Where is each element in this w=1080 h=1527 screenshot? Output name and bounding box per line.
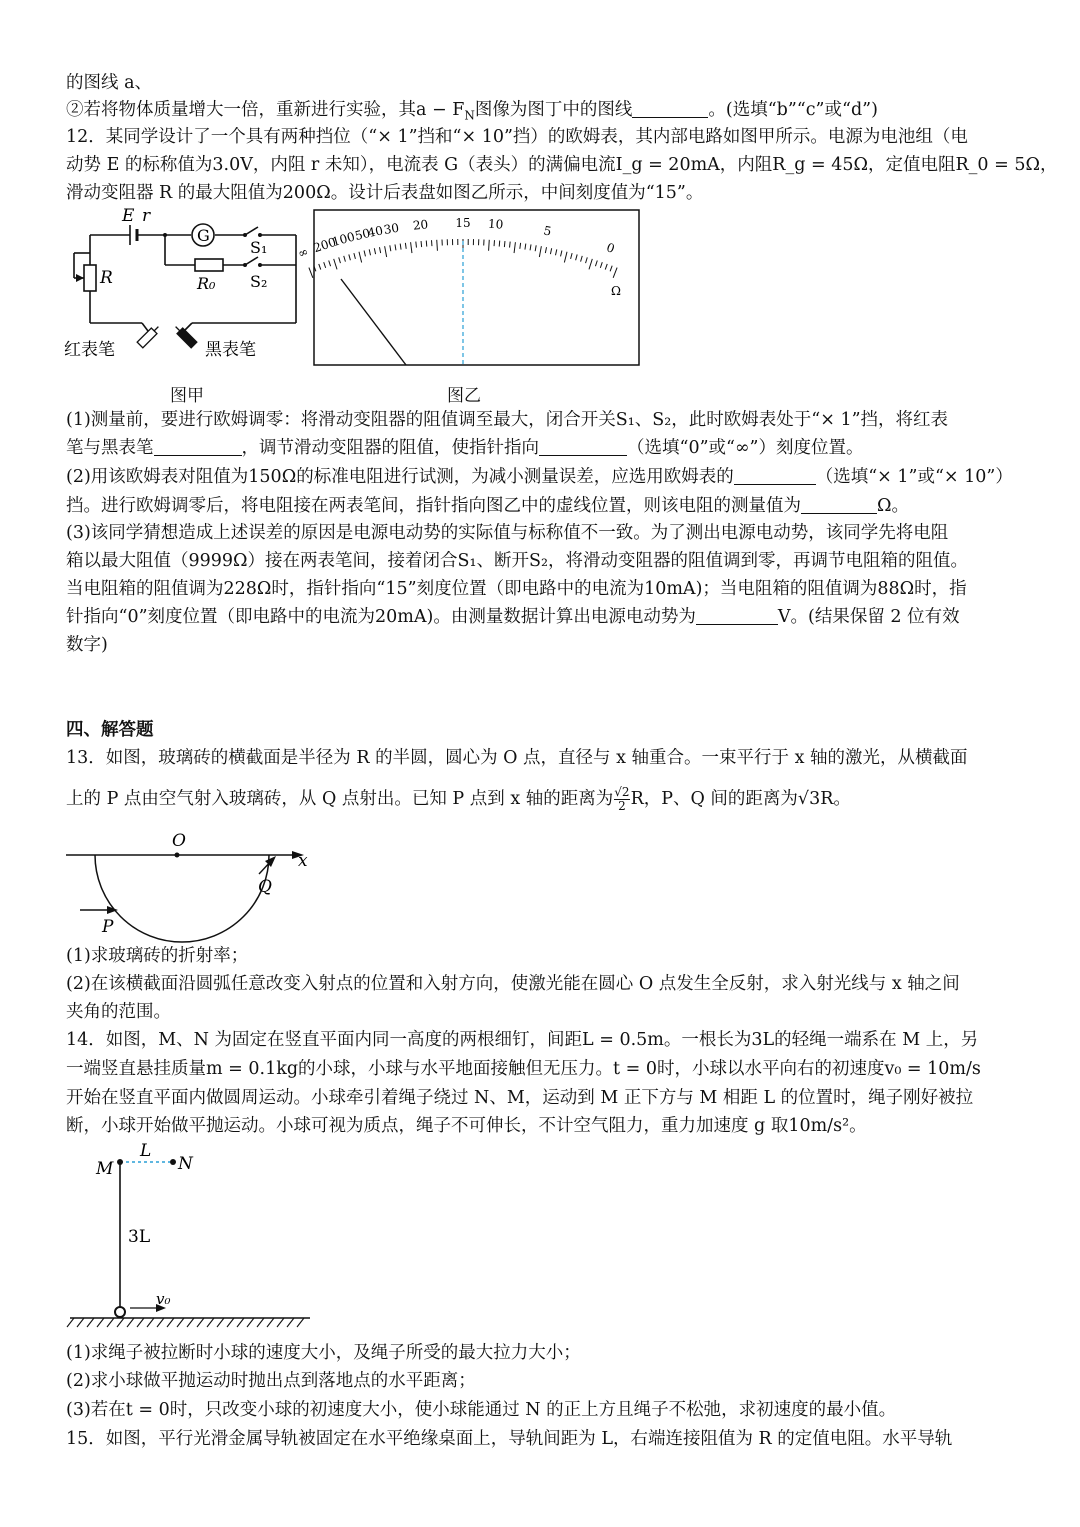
dial-tick-label: 100 (330, 229, 357, 250)
text-line: 断，小球开始做平抛运动。小球可视为质点，绳子不可伸长，不计空气阻力，重力加速度 g 取10m/s²。 (66, 1116, 867, 1136)
dial-unit: Ω (611, 284, 621, 298)
text-line: 针指向“0”刻度位置（即电路中的电流为20mA)。由测量数据计算出电源电动势为 V。(结果保留 2 位有效 (66, 607, 960, 627)
ground-hatch (257, 1318, 264, 1327)
label-R: R (100, 268, 113, 288)
answer-blank[interactable] (539, 437, 627, 456)
dial-tick-label: 40 (366, 223, 385, 241)
black-probe-icon (173, 324, 197, 348)
question-12-part1: (1)测量前，要进行欧姆调零：将滑动变阻器的阻值调至最大，闭合开关S₁、S₂，此时欧姆表处于“× 1”挡，将红表 (66, 410, 949, 430)
text-line: 挡。进行欧姆调零后，将电阻接在两表笔间，指针指向图乙中的虚线位置，则该电阻的测量值为 Ω。 (66, 496, 910, 516)
dial-tick-label: 200 (311, 234, 338, 256)
text-line: 箱以最大阻值（9999Ω）接在两表笔间，接着闭合S₁、断开S₂，将滑动变阻器的阻值调到零，再调节电阻箱的阻值。 (66, 551, 969, 571)
label-x: x (298, 851, 308, 871)
question-12-part3: (3)该同学猜想造成上述误差的原因是电源电动势的实际值与标称值不一致。为了测出电源电动势，该同学先将电阻 (66, 523, 949, 543)
ground-hatch (267, 1318, 274, 1327)
ground-hatch (77, 1318, 84, 1327)
text-line: 数字) (66, 635, 108, 655)
text-line: 笔与黑表笔 ，调节滑动变阻器的阻值，使指针指向 （选填“0”或“∞”）刻度位置。 (66, 438, 864, 458)
question-12-stem: 12．某同学设计了一个具有两种挡位（“× 1”挡和“× 10”挡）的欧姆表，其内部电路如图甲所示。电源为电池组（电 (66, 127, 968, 147)
ground-hatch (87, 1318, 94, 1327)
text-line: 滑动变阻器 R 的最大阻值为200Ω。设计后表盘如图乙所示，中间刻度值为“15”。 (66, 183, 704, 203)
text-line: 开始在竖直平面内做圆周运动。小球牵引着绳子绕过 N、M，运动到 M 正下方与 M 相距 L 的位置时，绳子刚好被拉 (66, 1088, 974, 1108)
dial-tick-label: 0 (604, 240, 617, 256)
ground-hatch (287, 1318, 294, 1327)
ground-hatch (67, 1318, 74, 1327)
answer-blank[interactable] (632, 99, 708, 118)
text-line: 当电阻箱的阻值调为228Ω时，指针指向“15”刻度位置（即电路中的电流为10mA)；当电阻箱的阻值调为88Ω时，指 (66, 579, 967, 599)
ground-hatch (217, 1318, 224, 1327)
label-E: E (122, 206, 135, 226)
question-13-part1: (1)求玻璃砖的折射率； (66, 946, 249, 966)
label-S2: S₂ (250, 272, 268, 291)
label-N: N (178, 1154, 193, 1174)
label-Q: Q (258, 877, 272, 897)
dial-tick (510, 242, 511, 248)
answer-blank[interactable] (801, 495, 877, 514)
dial-tick (416, 242, 417, 248)
ground-hatch (167, 1318, 174, 1327)
dial-tick (499, 241, 500, 247)
ohmmeter-dial (295, 209, 640, 367)
label-red-probe: 红表笔 (64, 340, 115, 360)
ground-hatch (227, 1318, 234, 1327)
ground-hatch (277, 1318, 284, 1327)
label-P: P (102, 917, 114, 937)
question-14-part3: (3)若在t = 0时，只改变小球的初速度大小，使小球能通过 N 的正上方且绳子不松弛，求初速度的最小值。 (66, 1400, 897, 1420)
ground-hatch (247, 1318, 254, 1327)
dial-tick-label: 15 (455, 216, 471, 230)
label-G: G (197, 226, 210, 245)
glass-semicircle-figure (60, 830, 320, 938)
text-line: 动势 E 的标称值为3.0V，内阻 r 未知），电流表 G（表头）的满偏电流I_g = 20mA，内阻R_g = 45Ω，定值电阻R_0 = 5Ω， (66, 155, 1058, 175)
label-r: r (142, 206, 151, 226)
dial-tick-label: 10 (487, 216, 504, 232)
ground-hatch (127, 1318, 134, 1327)
ground-hatch (207, 1318, 214, 1327)
ground-hatch (177, 1318, 184, 1327)
ground-hatch (137, 1318, 144, 1327)
text-line: 夹角的范围。 (66, 1002, 171, 1022)
answer-blank[interactable] (734, 466, 816, 485)
ground-hatch (117, 1318, 124, 1327)
ground-hatch (147, 1318, 154, 1327)
question-12-part2: (2)用该欧姆表对阻值为150Ω的标准电阻进行试测，为减小测量误差，应选用欧姆表的 （选填“× 1”或“× 10”） (66, 467, 1013, 487)
red-probe-icon (137, 324, 161, 348)
ground-hatch (187, 1318, 194, 1327)
text-line: 上的 P 点由空气射入玻璃砖，从 Q 点射出。已知 P 点到 x 轴的距离为 $\frac{√2}{2}$ R，P、Q 间的距离为√3R。 (66, 785, 851, 813)
ground-hatch (157, 1318, 164, 1327)
ground-hatch (237, 1318, 244, 1327)
dial-tick (489, 240, 490, 251)
section-heading: 四、解答题 (66, 720, 154, 740)
ground-hatch (297, 1318, 304, 1327)
circuit-diagram (60, 205, 310, 365)
answer-blank[interactable] (154, 437, 242, 456)
dial-tick (421, 241, 422, 247)
label-3L: 3L (128, 1227, 151, 1247)
label-L: L (140, 1141, 152, 1161)
question-13-part2: (2)在该横截面沿圆弧任意改变入射点的位置和入射方向，使激光能在圆心 O 点发生全反射，求入射光线与 x 轴之间 (66, 974, 960, 994)
dial-tick-label: ∞ (295, 244, 311, 261)
label-black-probe: 黑表笔 (205, 340, 256, 360)
dial-tick-label: 5 (542, 223, 553, 239)
dial-tick-label: 20 (412, 217, 429, 233)
label-v0: v₀ (156, 1290, 171, 1308)
text-line: 一端竖直悬挂质量m = 0.1kg的小球，小球与水平地面接触但无压力。t = 0时，小球以水平向右的初速度v₀ = 10m/s (66, 1059, 981, 1079)
rope-pendulum-figure (60, 1138, 320, 1338)
question-14-stem: 14．如图，M、N 为固定在竖直平面内同一高度的两根细钉，间距L = 0.5m。一根长为3L的轻绳一端系在 M 上，另 (66, 1030, 979, 1050)
dial-tick (504, 241, 505, 247)
dial-tick (437, 240, 438, 251)
dial-tick (426, 241, 427, 247)
caption-figure-yi: 图乙 (447, 386, 481, 406)
ground-hatch (197, 1318, 204, 1327)
label-M: M (96, 1159, 114, 1179)
label-S1: S₁ (250, 238, 268, 257)
text-line: 的图线 a、 (66, 73, 152, 93)
dial-tick-label: 50 (353, 225, 372, 244)
ground-hatch (97, 1318, 104, 1327)
ground-hatch (107, 1318, 114, 1327)
question-14-part1: (1)求绳子被拉断时小球的速度大小，及绳子所受的最大拉力大小； (66, 1343, 581, 1363)
answer-blank[interactable] (696, 606, 778, 625)
caption-figure-jia: 图甲 (170, 386, 204, 406)
label-O: O (172, 831, 186, 851)
text-line: ②若将物体质量增大一倍，重新进行实验，其$a - F_N$图像为图丁中的图线 。(选填“b”“c”或“d”) (66, 100, 878, 123)
question-14-part2: (2)求小球做平抛运动时抛出点到落地点的水平距离； (66, 1371, 476, 1391)
question-15-stem: 15．如图，平行光滑金属导轨被固定在水平绝缘桌面上，导轨间距为 L，右端连接阻值为 R 的定值电阻。水平导轨 (66, 1429, 953, 1449)
label-R0: R₀ (197, 274, 216, 293)
dial-tick-label: 30 (382, 220, 401, 237)
question-13-stem: 13．如图，玻璃砖的横截面是半径为 R 的半圆，圆心为 O 点，直径与 x 轴重合。一束平行于 x 轴的激光，从横截面 (66, 748, 968, 768)
